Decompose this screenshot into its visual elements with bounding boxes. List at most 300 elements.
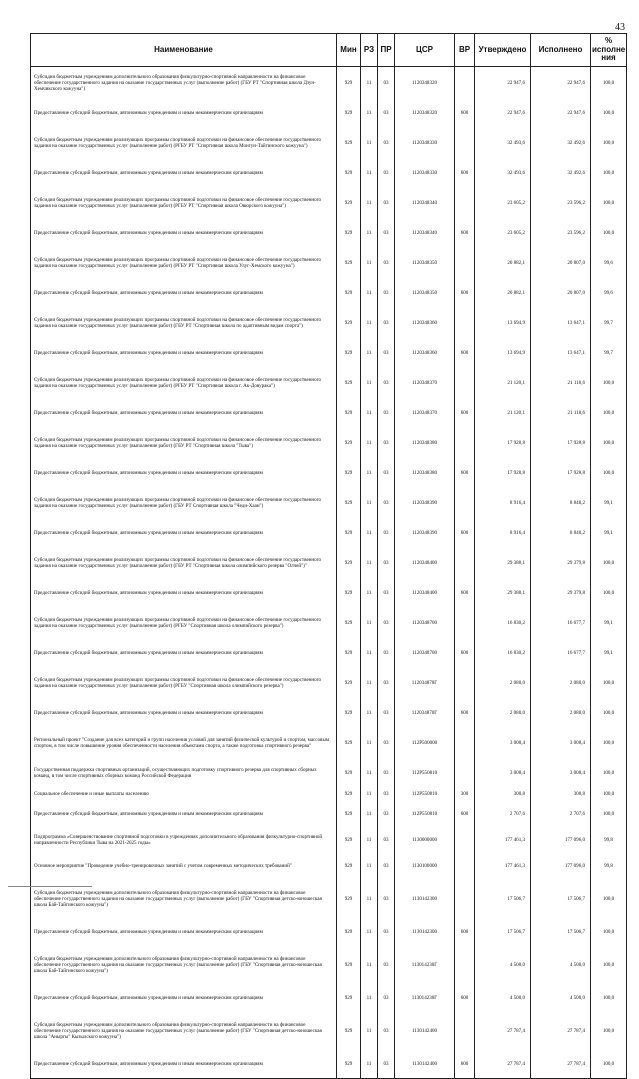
cell-executed: 16 677,7 — [531, 641, 591, 667]
cell-csr: 1120348370 — [395, 367, 455, 401]
cell-name: Предоставление субсидий бюджетным, автономным учреждениям и иным некоммерческим организациям — [31, 281, 337, 307]
cell-approved: 32 493,6 — [475, 127, 531, 161]
cell-name: Субсидии бюджетным учреждениям реализующих программы спортивной подготовки на финансовое обеспечение государственного задания на оказание государственных услуг (выполнение работ) (ГБУ РТ "Спортивная школа по адаптивным видам спорта") — [31, 307, 337, 341]
cell-vr — [455, 547, 475, 581]
cell-pr: 03 — [378, 341, 395, 367]
cell-csr: 113014230Г — [395, 946, 455, 986]
cell-approved: 20 882,1 — [475, 281, 531, 307]
footer-rule — [8, 886, 92, 887]
cell-vr: 600 — [455, 101, 475, 127]
cell-pr: 03 — [378, 1012, 395, 1052]
table-row — [31, 880, 627, 920]
table-body — [31, 67, 627, 1079]
cell-percent: 100,0 — [591, 461, 627, 487]
cell-name: Предоставление субсидий бюджетным, автономным учреждениям и иным некоммерческим организациям — [31, 461, 337, 487]
table-row — [31, 986, 627, 1012]
table-row — [31, 1012, 627, 1052]
cell-csr: 1130000000 — [395, 828, 455, 854]
cell-name: Субсидии бюджетным учреждениям реализующих программы спортивной подготовки на финансовое обеспечение государственного задания на оказание государственных услуг (выполнение работ) (РГБУ РТ "Спортивная школа г. Ак-Довурака") — [31, 367, 337, 401]
cell-name: Субсидии бюджетным учреждениям реализующих программы спортивной подготовки на финансовое обеспечение государственного задания на оказание государственных услуг (выполнение работ) (ГБУ РТ "Спортивная школа "Тыва") — [31, 427, 337, 461]
cell-approved: 17 506,7 — [475, 920, 531, 946]
cell-min: 929 — [337, 667, 361, 701]
cell-pr: 03 — [378, 247, 395, 281]
cell-csr: 1120348700 — [395, 641, 455, 667]
cell-csr: 112P500000 — [395, 727, 455, 761]
cell-vr — [455, 1012, 475, 1052]
cell-approved: 23 605,2 — [475, 187, 531, 221]
cell-approved: 3 008,4 — [475, 727, 531, 761]
cell-rz: 11 — [361, 641, 378, 667]
cell-pr: 03 — [378, 607, 395, 641]
cell-vr: 600 — [455, 281, 475, 307]
cell-percent: 99,1 — [591, 487, 627, 521]
cell-executed: 4 500,0 — [531, 986, 591, 1012]
cell-executed: 23 596,2 — [531, 187, 591, 221]
cell-min: 929 — [337, 401, 361, 427]
cell-executed: 21 118,6 — [531, 401, 591, 427]
cell-pr: 03 — [378, 461, 395, 487]
cell-min: 929 — [337, 581, 361, 607]
cell-vr: 600 — [455, 161, 475, 187]
table-row — [31, 701, 627, 727]
cell-approved: 27 787,4 — [475, 1012, 531, 1052]
cell-approved: 16 830,2 — [475, 607, 531, 641]
cell-pr: 03 — [378, 547, 395, 581]
cell-min: 929 — [337, 701, 361, 727]
cell-pr: 03 — [378, 101, 395, 127]
cell-executed: 17 928,8 — [531, 461, 591, 487]
cell-vr — [455, 247, 475, 281]
cell-name: Государственная поддержка спортивных организаций, осуществляющих подготовку спортивного резерва для спортивных сборных команд, в том числе спортивных сборных команд Российской Федерации — [31, 761, 337, 787]
cell-approved: 4 500,0 — [475, 986, 531, 1012]
cell-name: Предоставление субсидий бюджетным, автономным учреждениям и иным некоммерческим организациям — [31, 521, 337, 547]
cell-executed: 32 492,6 — [531, 161, 591, 187]
cell-approved: 32 493,6 — [475, 161, 531, 187]
cell-rz: 11 — [361, 802, 378, 828]
cell-rz: 11 — [361, 281, 378, 307]
cell-rz: 11 — [361, 127, 378, 161]
cell-percent: 100,0 — [591, 427, 627, 461]
header-name: Наименование — [31, 34, 337, 67]
cell-csr: 1120348370 — [395, 401, 455, 427]
table-row — [31, 802, 627, 828]
cell-approved: 29 388,1 — [475, 547, 531, 581]
cell-min: 929 — [337, 727, 361, 761]
cell-pr: 03 — [378, 427, 395, 461]
cell-csr: 1120348360 — [395, 341, 455, 367]
cell-rz: 11 — [361, 341, 378, 367]
cell-approved: 177 461,3 — [475, 828, 531, 854]
cell-name: Субсидии бюджетным учреждениям реализующих программы спортивной подготовки на финансовое обеспечение государственного задания на оказание государственных услуг (выполнение работ) (ГБУ РТ Спортивная школа "Чеди-Хаан") — [31, 487, 337, 521]
cell-executed: 177 096,0 — [531, 854, 591, 880]
cell-vr: 600 — [455, 920, 475, 946]
table-row — [31, 67, 627, 102]
cell-percent: 100,0 — [591, 221, 627, 247]
cell-vr — [455, 607, 475, 641]
cell-approved: 2 080,0 — [475, 667, 531, 701]
table-row — [31, 461, 627, 487]
table-row — [31, 401, 627, 427]
cell-rz: 11 — [361, 367, 378, 401]
cell-min: 929 — [337, 1012, 361, 1052]
cell-pr: 03 — [378, 761, 395, 787]
cell-percent: 100,0 — [591, 761, 627, 787]
cell-executed: 177 096,0 — [531, 828, 591, 854]
cell-min: 929 — [337, 281, 361, 307]
cell-min: 929 — [337, 761, 361, 787]
cell-percent: 100,0 — [591, 547, 627, 581]
cell-csr: 1130142300 — [395, 880, 455, 920]
cell-pr: 03 — [378, 1052, 395, 1079]
cell-rz: 11 — [361, 667, 378, 701]
cell-vr — [455, 946, 475, 986]
cell-pr: 03 — [378, 667, 395, 701]
cell-rz: 11 — [361, 521, 378, 547]
cell-executed: 21 118,6 — [531, 367, 591, 401]
cell-pr: 03 — [378, 367, 395, 401]
table-row — [31, 521, 627, 547]
header-min: Мин — [337, 34, 361, 67]
cell-percent: 100,0 — [591, 986, 627, 1012]
cell-rz: 11 — [361, 701, 378, 727]
cell-min: 929 — [337, 607, 361, 641]
cell-vr: 600 — [455, 802, 475, 828]
cell-rz: 11 — [361, 727, 378, 761]
cell-min: 929 — [337, 101, 361, 127]
cell-name: Субсидии бюджетным учреждениям реализующих программы спортивной подготовки на финансовое обеспечение государственного задания на оказание государственных услуг (выполнение работ) (РГБУ РТ "Спортивная школа Монгун-Тайгинского кожууна") — [31, 127, 337, 161]
cell-pr: 03 — [378, 401, 395, 427]
cell-percent: 99,1 — [591, 521, 627, 547]
cell-csr: 1120348700 — [395, 607, 455, 641]
cell-csr: 1120348330 — [395, 161, 455, 187]
header-percent: % исполне ния — [591, 34, 627, 67]
cell-approved: 21 120,1 — [475, 401, 531, 427]
table-row — [31, 667, 627, 701]
cell-pr: 03 — [378, 487, 395, 521]
table-header-row — [31, 34, 627, 67]
cell-min: 929 — [337, 787, 361, 802]
cell-executed: 2 080,0 — [531, 701, 591, 727]
cell-percent: 99,8 — [591, 828, 627, 854]
cell-csr: 1120348330 — [395, 127, 455, 161]
cell-percent: 99,7 — [591, 307, 627, 341]
cell-executed: 2 080,0 — [531, 667, 591, 701]
cell-min: 929 — [337, 161, 361, 187]
cell-min: 929 — [337, 880, 361, 920]
cell-rz: 11 — [361, 986, 378, 1012]
cell-csr: 1120348350 — [395, 281, 455, 307]
cell-pr: 03 — [378, 521, 395, 547]
cell-percent: 100,0 — [591, 1052, 627, 1079]
cell-vr: 600 — [455, 641, 475, 667]
cell-name: Предоставление субсидий бюджетным, автономным учреждениям и иным некоммерческим организациям — [31, 986, 337, 1012]
cell-pr: 03 — [378, 854, 395, 880]
cell-approved: 177 461,3 — [475, 854, 531, 880]
cell-approved: 17 928,8 — [475, 427, 531, 461]
cell-csr: 112P550810 — [395, 802, 455, 828]
table-row — [31, 581, 627, 607]
cell-vr — [455, 307, 475, 341]
cell-pr: 03 — [378, 787, 395, 802]
cell-vr — [455, 367, 475, 401]
cell-pr: 03 — [378, 701, 395, 727]
cell-rz: 11 — [361, 307, 378, 341]
table-row — [31, 920, 627, 946]
cell-executed: 22 947,6 — [531, 67, 591, 102]
cell-name: Субсидии бюджетным учреждениям дополнительного образования физкультурно-спортивной направленности на финансовое обеспечение государственного задания на оказание государственных услуг (выполнение работ) (ГБУ РТ "Спортивная школа Дзун-Хемчикского кожууна") — [31, 67, 337, 102]
cell-rz: 11 — [361, 761, 378, 787]
cell-approved: 27 787,4 — [475, 1052, 531, 1079]
cell-percent: 100,0 — [591, 667, 627, 701]
cell-min: 929 — [337, 986, 361, 1012]
cell-pr: 03 — [378, 946, 395, 986]
header-rz: РЗ — [361, 34, 378, 67]
cell-name: Предоставление субсидий бюджетным, автономным учреждениям и иным некоммерческим организациям — [31, 221, 337, 247]
cell-percent: 100,0 — [591, 67, 627, 102]
cell-pr: 03 — [378, 221, 395, 247]
cell-vr: 600 — [455, 581, 475, 607]
cell-name: Предоставление субсидий бюджетным, автономным учреждениям и иным некоммерческим организациям — [31, 161, 337, 187]
cell-min: 929 — [337, 67, 361, 102]
cell-csr: 113014230Г — [395, 986, 455, 1012]
cell-percent: 100,0 — [591, 187, 627, 221]
cell-csr: 1130100000 — [395, 854, 455, 880]
cell-approved: 3 008,4 — [475, 761, 531, 787]
cell-pr: 03 — [378, 127, 395, 161]
cell-name: Предоставление субсидий бюджетным, автономным учреждениям и иным некоммерческим организациям — [31, 1052, 337, 1079]
cell-executed: 16 677,7 — [531, 607, 591, 641]
cell-name: Субсидии бюджетным учреждениям реализующих программы спортивной подготовки на финансовое обеспечение государственного задания на оказание государственных услуг (выполнение работ) (ГБУ РТ "Спортивная школа олимпийского резерва "Олчей")" — [31, 547, 337, 581]
cell-rz: 11 — [361, 581, 378, 607]
cell-approved: 2 707,6 — [475, 802, 531, 828]
page-number: 43 — [615, 22, 625, 33]
cell-percent: 100,0 — [591, 127, 627, 161]
cell-vr — [455, 127, 475, 161]
cell-executed: 17 928,8 — [531, 427, 591, 461]
cell-approved: 2 080,0 — [475, 701, 531, 727]
cell-percent: 100,0 — [591, 727, 627, 761]
cell-name: Предоставление субсидий бюджетным, автономным учреждениям и иным некоммерческим организациям — [31, 701, 337, 727]
cell-percent: 99,6 — [591, 281, 627, 307]
table-row — [31, 307, 627, 341]
cell-pr: 03 — [378, 581, 395, 607]
cell-min: 929 — [337, 247, 361, 281]
cell-vr: 600 — [455, 461, 475, 487]
cell-executed: 8 840,2 — [531, 487, 591, 521]
cell-rz: 11 — [361, 247, 378, 281]
cell-rz: 11 — [361, 880, 378, 920]
cell-pr: 03 — [378, 802, 395, 828]
table-row — [31, 341, 627, 367]
cell-percent: 100,0 — [591, 367, 627, 401]
table-row — [31, 187, 627, 221]
cell-pr: 03 — [378, 67, 395, 102]
cell-csr: 1120348390 — [395, 521, 455, 547]
cell-executed: 17 506,7 — [531, 880, 591, 920]
cell-percent: 99,1 — [591, 607, 627, 641]
cell-name: Основное мероприятие "Проведение учебно-тренировочных занятий с учетом современных методических требований" — [31, 854, 337, 880]
table-row — [31, 487, 627, 521]
cell-csr: 1120348380 — [395, 427, 455, 461]
cell-approved: 4 500,0 — [475, 946, 531, 986]
cell-executed: 17 506,7 — [531, 920, 591, 946]
cell-csr: 1120348320 — [395, 101, 455, 127]
cell-vr: 600 — [455, 1052, 475, 1079]
cell-csr: 1120348360 — [395, 307, 455, 341]
cell-executed: 27 787,4 — [531, 1052, 591, 1079]
cell-min: 929 — [337, 221, 361, 247]
table-row — [31, 367, 627, 401]
cell-executed: 13 647,1 — [531, 307, 591, 341]
cell-vr — [455, 187, 475, 221]
cell-pr: 03 — [378, 920, 395, 946]
cell-approved: 22 947,6 — [475, 67, 531, 102]
cell-rz: 11 — [361, 187, 378, 221]
cell-min: 929 — [337, 946, 361, 986]
cell-pr: 03 — [378, 880, 395, 920]
cell-percent: 99,1 — [591, 641, 627, 667]
cell-executed: 20 807,0 — [531, 281, 591, 307]
cell-min: 929 — [337, 367, 361, 401]
cell-executed: 13 647,1 — [531, 341, 591, 367]
cell-name: Субсидии бюджетным учреждениям реализующих программы спортивной подготовки на финансовое обеспечение государственного задания на оказание государственных услуг (выполнение работ) (РГБУ РТ "Спортивная школа Овюрского кожууна") — [31, 187, 337, 221]
cell-csr: 1120348320 — [395, 67, 455, 102]
cell-name: Предоставление субсидий бюджетным, автономным учреждениям и иным некоммерческим организациям — [31, 802, 337, 828]
budget-execution-table — [30, 33, 627, 1079]
cell-percent: 100,0 — [591, 787, 627, 802]
header-approved: Утверждено — [475, 34, 531, 67]
cell-vr — [455, 727, 475, 761]
cell-min: 929 — [337, 127, 361, 161]
cell-percent: 100,0 — [591, 880, 627, 920]
cell-executed: 2 707,6 — [531, 802, 591, 828]
cell-rz: 11 — [361, 67, 378, 102]
cell-min: 929 — [337, 1052, 361, 1079]
cell-name: Субсидии бюджетным учреждениям реализующих программы спортивной подготовки на финансовое обеспечение государственного задания на оказание государственных услуг (выполнение работ) (РГБУ "Спортивная школа олимпийского резерва") — [31, 607, 337, 641]
cell-pr: 03 — [378, 281, 395, 307]
cell-pr: 03 — [378, 307, 395, 341]
cell-percent: 100,0 — [591, 101, 627, 127]
cell-approved: 23 605,2 — [475, 221, 531, 247]
cell-rz: 11 — [361, 427, 378, 461]
cell-name: Предоставление субсидий бюджетным, автономным учреждениям и иным некоммерческим организациям — [31, 101, 337, 127]
cell-name: Субсидии бюджетным учреждениям реализующих программы спортивной подготовки на финансовое обеспечение государственного задания на оказание государственных услуг (выполнение работ) (РГБУ РТ "Спортивная школа Улуг-Хемского кожууна") — [31, 247, 337, 281]
cell-rz: 11 — [361, 1052, 378, 1079]
cell-executed: 23 596,2 — [531, 221, 591, 247]
cell-percent: 100,0 — [591, 161, 627, 187]
table-row — [31, 946, 627, 986]
cell-percent: 100,0 — [591, 802, 627, 828]
table-row — [31, 854, 627, 880]
cell-vr — [455, 67, 475, 102]
table-row — [31, 1052, 627, 1079]
cell-pr: 03 — [378, 986, 395, 1012]
cell-min: 929 — [337, 547, 361, 581]
table-row — [31, 247, 627, 281]
table-row — [31, 607, 627, 641]
cell-executed: 29 379,8 — [531, 581, 591, 607]
cell-vr: 600 — [455, 986, 475, 1012]
cell-approved: 13 694,9 — [475, 341, 531, 367]
cell-vr — [455, 854, 475, 880]
cell-approved: 17 506,7 — [475, 880, 531, 920]
cell-csr: 112034870Г — [395, 667, 455, 701]
cell-csr: 1120348380 — [395, 461, 455, 487]
cell-csr: 1130142300 — [395, 920, 455, 946]
cell-executed: 29 379,8 — [531, 547, 591, 581]
cell-executed: 300,8 — [531, 787, 591, 802]
cell-rz: 11 — [361, 401, 378, 427]
cell-vr — [455, 667, 475, 701]
cell-rz: 11 — [361, 547, 378, 581]
cell-min: 929 — [337, 854, 361, 880]
cell-executed: 8 840,2 — [531, 521, 591, 547]
cell-percent: 100,0 — [591, 1012, 627, 1052]
table-row — [31, 787, 627, 802]
cell-executed: 32 492,6 — [531, 127, 591, 161]
cell-pr: 03 — [378, 187, 395, 221]
cell-percent: 100,0 — [591, 581, 627, 607]
cell-name: Предоставление субсидий бюджетным, автономным учреждениям и иным некоммерческим организациям — [31, 401, 337, 427]
cell-name: Социальное обеспечение и иные выплаты населению — [31, 787, 337, 802]
cell-csr: 1120348400 — [395, 581, 455, 607]
cell-name: Предоставление субсидий бюджетным, автономным учреждениям и иным некоммерческим организациям — [31, 920, 337, 946]
table-row — [31, 127, 627, 161]
cell-pr: 03 — [378, 161, 395, 187]
cell-min: 929 — [337, 307, 361, 341]
cell-executed: 27 787,4 — [531, 1012, 591, 1052]
cell-approved: 8 916,4 — [475, 487, 531, 521]
cell-rz: 11 — [361, 487, 378, 521]
cell-approved: 300,8 — [475, 787, 531, 802]
cell-vr: 600 — [455, 401, 475, 427]
table-row — [31, 761, 627, 787]
cell-percent: 100,0 — [591, 701, 627, 727]
cell-pr: 03 — [378, 641, 395, 667]
table-row — [31, 281, 627, 307]
cell-pr: 03 — [378, 828, 395, 854]
table-row — [31, 101, 627, 127]
cell-approved: 21 120,1 — [475, 367, 531, 401]
cell-approved: 17 928,8 — [475, 461, 531, 487]
cell-vr — [455, 427, 475, 461]
cell-name: Субсидии бюджетным учреждениям дополнительного образования физкультурно-спортивной направленности на финансовое обеспечение государственного задания на оказание государственных услуг (выполнение работ) (ГБУ "Спортивная детско-юношеская школа Бай-Тайгинского кожууна") — [31, 946, 337, 986]
cell-vr — [455, 828, 475, 854]
table-row — [31, 828, 627, 854]
cell-min: 929 — [337, 641, 361, 667]
cell-csr: 112P550810 — [395, 787, 455, 802]
cell-vr — [455, 487, 475, 521]
cell-min: 929 — [337, 187, 361, 221]
cell-name: Предоставление субсидий бюджетным, автономным учреждениям и иным некоммерческим организациям — [31, 341, 337, 367]
cell-rz: 11 — [361, 828, 378, 854]
cell-vr — [455, 880, 475, 920]
table-row — [31, 727, 627, 761]
cell-rz: 11 — [361, 161, 378, 187]
cell-approved: 13 694,9 — [475, 307, 531, 341]
cell-percent: 100,0 — [591, 946, 627, 986]
cell-min: 929 — [337, 521, 361, 547]
cell-approved: 22 947,6 — [475, 101, 531, 127]
cell-csr: 112034870Г — [395, 701, 455, 727]
cell-csr: 1130142400 — [395, 1012, 455, 1052]
table-row — [31, 427, 627, 461]
cell-name: Субсидии бюджетным учреждениям реализующих программы спортивной подготовки на финансовое обеспечение государственного задания на оказание государственных услуг (выполнение работ) (РГБУ "Спортивная школа олимпийского резерва") — [31, 667, 337, 701]
cell-vr: 600 — [455, 341, 475, 367]
cell-csr: 1120348340 — [395, 187, 455, 221]
cell-min: 929 — [337, 461, 361, 487]
table-row — [31, 641, 627, 667]
